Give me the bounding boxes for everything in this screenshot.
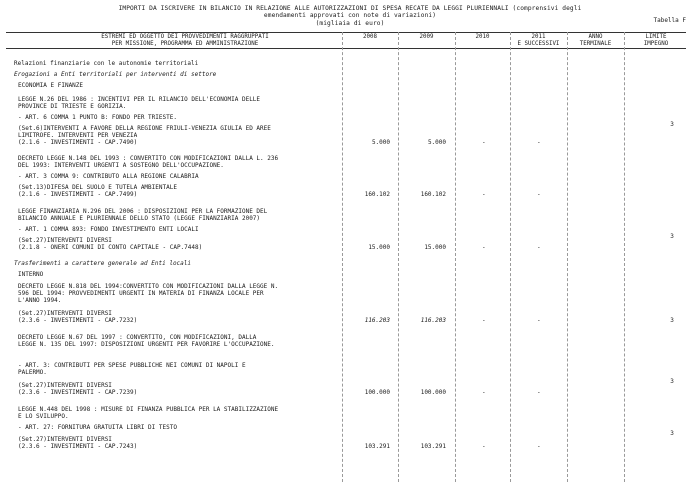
law-title: LEGGE N.26 DEL 1986 : INCENTIVI PER IL RILANCIO DELL'ECONOMIA DELLE — [18, 96, 261, 103]
chapter-line: (Set.27)INTERVENTI DIVERSI — [18, 237, 112, 244]
column-header-2008: 2008 — [363, 34, 377, 40]
value-2011: - — [537, 139, 541, 146]
article-line: - ART. 1 COMMA 893: FONDO INVESTIMENTO ENTI LOCALI — [18, 226, 199, 233]
value-limite: 3 — [670, 317, 674, 324]
column-header-anno-line2: TERMINALE — [579, 40, 612, 47]
column-header-limite — [626, 34, 686, 47]
column-header-limite-line1: LIMITE — [645, 34, 667, 40]
law-title: DEL 1993: INTERVENTI URGENTI A SOSTEGNO DELL'OCCUPAZIONE. — [18, 162, 224, 169]
value-2008: 15.000 — [368, 244, 390, 251]
value-limite: 3 — [670, 378, 674, 385]
value-2010: - — [482, 317, 486, 324]
title-line-2: emendamenti approvati con note di variazioni) — [263, 12, 437, 20]
chapter-line: (Set.13)DIFESA DEL SUOLO E TUTELA AMBIENTALE — [18, 184, 177, 191]
value-2010: - — [482, 389, 486, 396]
chapter-line: (Set.6)INTERVENTI A FAVORE DELLA REGIONE FRIULI-VENEZIA GIULIA ED AREE — [18, 125, 271, 132]
section-heading: Relazioni finanziarie con le autonomie territoriali — [14, 60, 199, 67]
value-2009: 100.000 — [420, 389, 446, 396]
value-2011: - — [537, 317, 541, 324]
article-line: - ART. 3 COMMA 9: CONTRIBUTO ALLA REGIONE CALABRIA — [18, 173, 199, 180]
document-title — [60, 5, 640, 27]
column-header-2011 — [512, 34, 565, 47]
column-header-2009: 2009 — [419, 34, 434, 40]
value-limite: 3 — [670, 121, 674, 128]
value-2011: - — [537, 191, 541, 198]
law-title: E LO SVILUPPO. — [18, 413, 69, 420]
column-divider — [342, 32, 343, 482]
value-2011: - — [537, 443, 541, 450]
law-title: LEGGE FINANZIARIA N.296 DEL 2006 : DISPOSIZIONI PER LA FORMAZIONE DEL — [18, 208, 268, 215]
column-header-desc-line2: PER MISSIONE, PROGRAMMA ED AMMINISTRAZIONE — [111, 40, 259, 47]
value-limite: 3 — [670, 233, 674, 240]
value-2010: - — [482, 244, 486, 251]
article-line: PALERMO. — [18, 369, 47, 376]
chapter-line: (Set.27)INTERVENTI DIVERSI — [18, 382, 112, 389]
subsection-heading: Trasferimenti a carattere generale ad Enti locali — [14, 260, 192, 267]
column-header-anno — [569, 34, 622, 47]
value-2009: 5.000 — [427, 139, 446, 146]
law-title: DECRETO LEGGE N.148 DEL 1993 : CONVERTITO CON MODIFICAZIONI DALLA L. 236 — [18, 155, 279, 162]
column-divider — [624, 32, 625, 482]
value-2008: 5.000 — [371, 139, 390, 146]
ministry-heading: INTERNO — [18, 271, 44, 278]
article-line: - ART. 27: FORNITURA GRATUITA LIBRI DI TESTO — [18, 424, 177, 431]
law-title: L'ANNO 1994. — [18, 297, 62, 304]
value-2008: 160.102 — [364, 191, 390, 198]
law-title: DECRETO LEGGE N.818 DEL 1994:CONVERTITO CON MODIFICAZIONI DALLA LEGGE N. — [18, 283, 279, 290]
value-2009: 160.102 — [420, 191, 446, 198]
chapter-line: (2.1.8 - ONERI COMUNI DI CONTO CAPITALE - CAP.7448) — [18, 244, 203, 251]
column-divider — [455, 32, 456, 482]
article-line: - ART. 3: CONTRIBUTI PER SPESE PUBBLICHE NEI COMUNI DI NAPOLI E — [18, 362, 246, 369]
value-2010: - — [482, 139, 486, 146]
chapter-line: (2.1.6 - INVESTIMENTI - CAP.7499) — [18, 191, 138, 198]
header-top-rule — [6, 32, 686, 33]
law-title: LEGGE N. 135 DEL 1997: DISPOSIZIONI URGENTI PER FAVORIRE L'OCCUPAZIONE. — [18, 341, 275, 348]
column-header-limite-line2: IMPEGNO — [643, 40, 669, 47]
law-title: 596 DEL 1994: PROVVEDIMENTI URGENTI IN MATERIA DI FINANZA LOCALE PER — [18, 290, 264, 297]
title-line-3: (migliaia di euro) — [315, 19, 385, 27]
law-title: PROVINCE DI TRIESTE E GORIZIA. — [18, 103, 127, 110]
column-header-2011-line1: 2011 — [531, 34, 546, 40]
title-line-1: IMPORTI DA ISCRIVERE IN BILANCIO IN RELAZIONE ALLE AUTORIZZAZIONI DI SPESA RECATE DA LEGGI PLURIENNALI (comprensivi degli — [118, 5, 582, 12]
chapter-line: (Set.27)INTERVENTI DIVERSI — [18, 310, 112, 317]
article-line: - ART. 6 COMMA 1 PUNTO B: FONDO PER TRIESTE. — [18, 114, 177, 121]
value-2010: - — [482, 443, 486, 450]
chapter-line: (2.3.6 - INVESTIMENTI - CAP.7239) — [18, 389, 138, 396]
table-label: Tabella F — [653, 17, 686, 24]
ministry-heading: ECONOMIA E FINANZE — [18, 82, 84, 89]
chapter-line: (2.1.6 - INVESTIMENTI - CAP.7490) — [18, 139, 138, 146]
law-title: LEGGE N.448 DEL 1998 : MISURE DI FINANZA PUBBLICA PER LA STABILIZZAZIONE — [18, 406, 279, 413]
chapter-line: (2.3.6 - INVESTIMENTI - CAP.7243) — [18, 443, 138, 450]
column-divider — [567, 32, 568, 482]
law-title: DECRETO LEGGE N.67 DEL 1997 : CONVERTITO, CON MODIFICAZIONI, DALLA — [18, 334, 257, 341]
column-header-desc-line1: ESTREMI ED OGGETTO DEI PROVVEDIMENTI RAGGRUPPATI — [101, 34, 269, 40]
subsection-heading: Erogazioni a Enti territoriali per interventi di settore — [14, 71, 217, 78]
value-2010: - — [482, 191, 486, 198]
value-2011: - — [537, 389, 541, 396]
value-2008: 116.203 — [364, 317, 390, 324]
value-2008: 103.291 — [364, 443, 390, 450]
header-bottom-rule — [6, 48, 686, 49]
chapter-line: LIMITROFE. INTERVENTI PER VENEZIA — [18, 132, 138, 139]
value-2011: - — [537, 244, 541, 251]
value-2008: 100.000 — [364, 389, 390, 396]
chapter-line: (Set.27)INTERVENTI DIVERSI — [18, 436, 112, 443]
value-limite: 3 — [670, 430, 674, 437]
value-2009: 116.203 — [420, 317, 446, 324]
column-divider — [510, 32, 511, 482]
column-header-description — [40, 34, 330, 47]
chapter-line: (2.3.6 - INVESTIMENTI - CAP.7232) — [18, 317, 138, 324]
law-title: BILANCIO ANNUALE E PLURIENNALE DELLO STATO (LEGGE FINANZIARIA 2007) — [18, 215, 261, 222]
column-header-2011-line2: E SUCCESSIVI — [517, 40, 560, 47]
column-header-anno-line1: ANNO — [588, 34, 603, 40]
value-2009: 15.000 — [424, 244, 446, 251]
value-2009: 103.291 — [420, 443, 446, 450]
column-divider — [398, 32, 399, 482]
column-header-2010: 2010 — [475, 34, 490, 40]
